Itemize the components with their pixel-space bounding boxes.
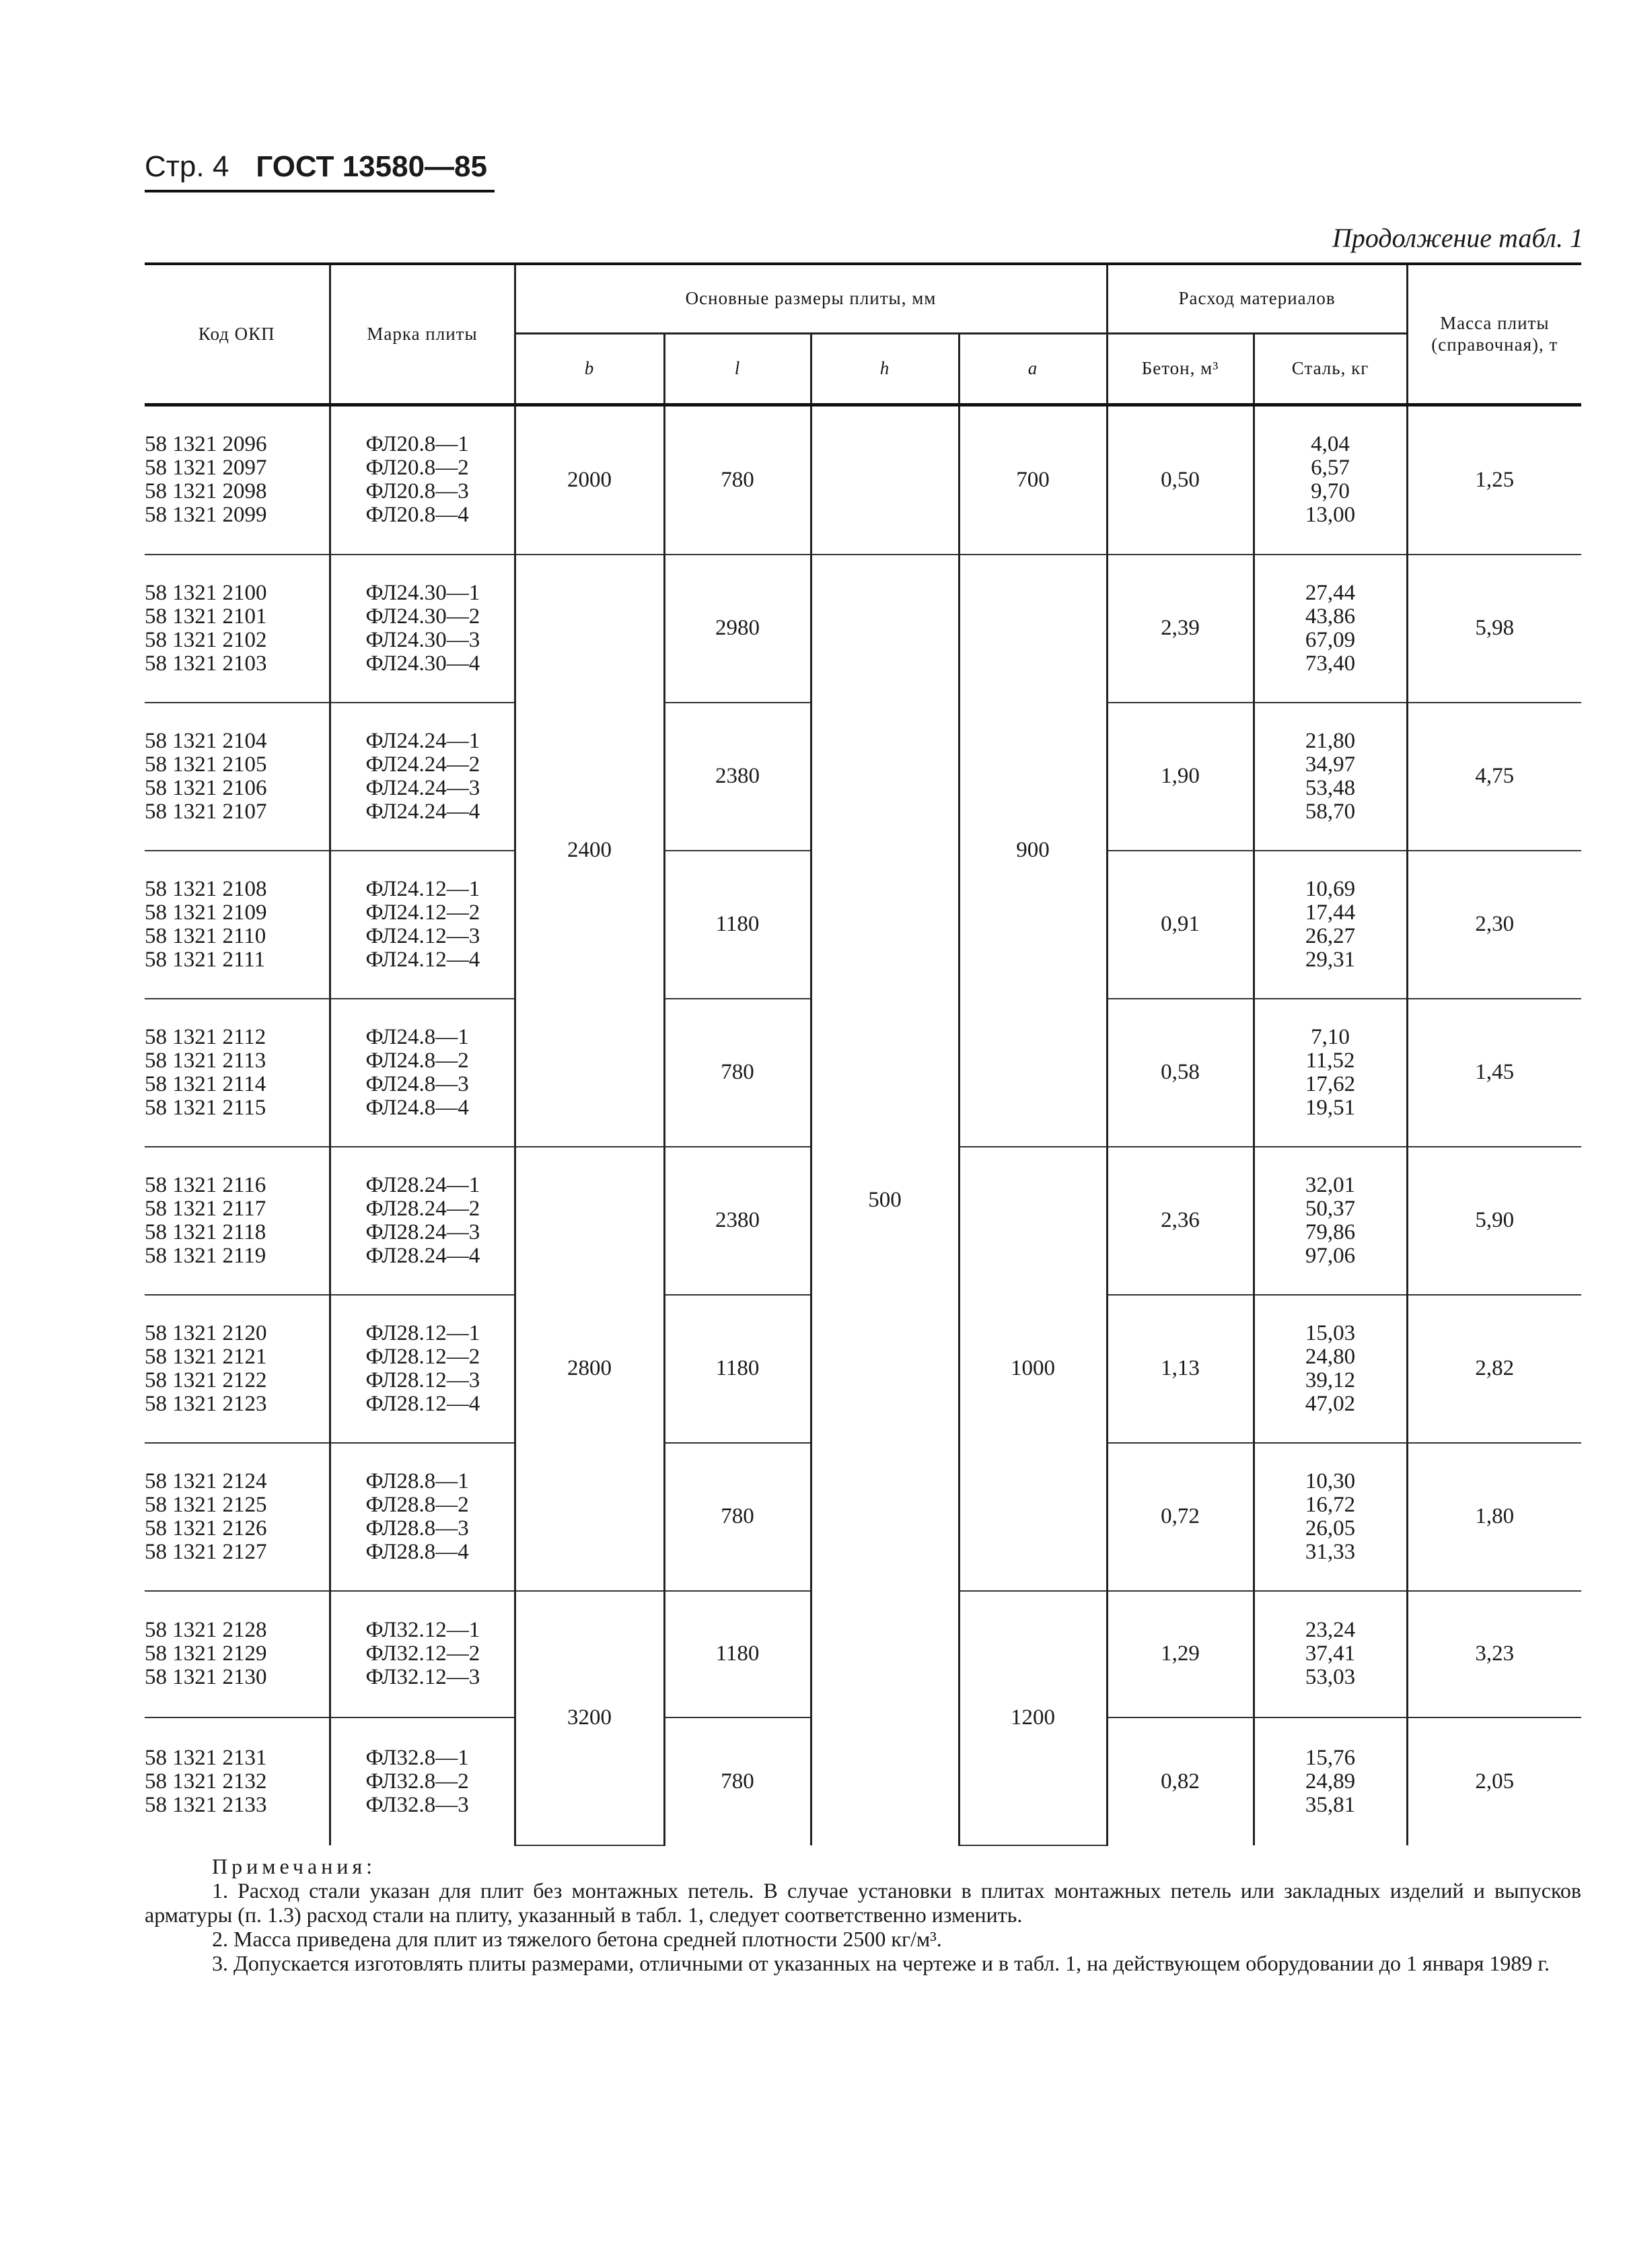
dim-l: 780: [664, 999, 811, 1147]
steel-mass-line: 53,48: [1305, 775, 1356, 800]
plate-mark-line: ФЛ32.12—2: [365, 1641, 480, 1666]
okp-code: [145, 555, 330, 703]
steel-mass-line: 16,72: [1305, 1492, 1356, 1517]
plate-mark-line: ФЛ28.12—1: [365, 1320, 480, 1345]
plate-mark-line: ФЛ24.12—2: [365, 900, 480, 925]
plates-table: [145, 262, 1581, 1846]
steel-mass-line: 31,33: [1305, 1539, 1356, 1564]
okp-code-line: 58 1321 2110: [145, 923, 266, 948]
plate-mark-line: ФЛ28.12—3: [365, 1368, 480, 1392]
okp-code-line: 58 1321 2100: [145, 580, 267, 605]
plate-mark: [330, 703, 515, 851]
okp-code-line: 58 1321 2130: [145, 1665, 267, 1689]
plate-mark-line: ФЛ24.12—1: [365, 876, 480, 901]
col-header-concrete: Бетон, м³: [1107, 334, 1254, 405]
plate-mark-line: ФЛ32.12—1: [365, 1618, 480, 1642]
header-rule: [145, 190, 495, 192]
okp-code-line: 58 1321 2115: [145, 1095, 266, 1120]
okp-code: [145, 405, 330, 555]
steel-mass-line: 79,86: [1305, 1219, 1356, 1244]
okp-code-line: 58 1321 2109: [145, 900, 267, 925]
steel-mass: [1254, 1147, 1407, 1295]
steel-mass-line: 58,70: [1305, 799, 1356, 824]
dim-a: 1200: [959, 1591, 1107, 1845]
okp-code-line: 58 1321 2106: [145, 775, 267, 800]
steel-mass-line: 26,27: [1305, 923, 1356, 948]
plate-mark-line: ФЛ28.24—1: [365, 1172, 480, 1197]
okp-code-line: 58 1321 2118: [145, 1219, 266, 1244]
okp-code-line: 58 1321 2104: [145, 728, 267, 753]
okp-code: [145, 1147, 330, 1295]
plate-mark-line: ФЛ28.8—3: [365, 1516, 469, 1540]
okp-code: [145, 1295, 330, 1443]
okp-code: [145, 703, 330, 851]
steel-mass: [1254, 555, 1407, 703]
steel-mass: [1254, 851, 1407, 999]
steel-mass-line: 50,37: [1305, 1196, 1356, 1221]
dim-b: 2400: [515, 555, 664, 1147]
steel-mass-line: 29,31: [1305, 947, 1356, 972]
table-continuation-label: Продолжение табл. 1: [1332, 223, 1583, 253]
plate-mass: 2,05: [1407, 1717, 1581, 1845]
plate-mark-line: ФЛ28.24—2: [365, 1196, 480, 1221]
plate-mark-line: ФЛ28.24—4: [365, 1243, 480, 1268]
okp-code-line: 58 1321 2096: [145, 432, 267, 457]
concrete-volume: 0,58: [1107, 999, 1254, 1147]
okp-code-line: 58 1321 2131: [145, 1745, 267, 1770]
steel-mass: [1254, 703, 1407, 851]
steel-mass-line: 26,05: [1305, 1516, 1356, 1540]
plate-mark-line: ФЛ28.8—4: [365, 1539, 469, 1564]
plate-mass: 2,82: [1407, 1295, 1581, 1443]
okp-code-line: 58 1321 2098: [145, 479, 267, 504]
dim-a: 1000: [959, 1147, 1107, 1591]
col-header-steel: Сталь, кг: [1254, 334, 1407, 405]
okp-code: [145, 851, 330, 999]
steel-mass-line: 73,40: [1305, 651, 1356, 676]
concrete-volume: 1,13: [1107, 1295, 1254, 1443]
table-row: [145, 555, 1581, 703]
dim-l: 2380: [664, 703, 811, 851]
concrete-volume: 1,90: [1107, 703, 1254, 851]
page-number: Стр. 4: [145, 150, 229, 183]
dim-a: 900: [959, 555, 1107, 1147]
okp-code-line: 58 1321 2117: [145, 1196, 266, 1221]
plate-mark-line: ФЛ24.24—1: [365, 728, 480, 753]
table-row: [145, 405, 1581, 555]
dim-l: 2980: [664, 555, 811, 703]
col-header-l: l: [664, 334, 811, 405]
plate-mark: [330, 851, 515, 999]
dim-h: [811, 405, 959, 555]
plate-mass: 1,25: [1407, 405, 1581, 555]
plate-mark-line: ФЛ24.30—1: [365, 580, 480, 605]
steel-mass-line: 11,52: [1305, 1048, 1355, 1073]
steel-mass-line: 34,97: [1305, 752, 1356, 777]
plate-mark-line: ФЛ24.30—2: [365, 604, 480, 629]
steel-mass-line: 47,02: [1305, 1391, 1356, 1416]
okp-code-line: 58 1321 2116: [145, 1172, 266, 1197]
plate-mark-line: ФЛ32.12—3: [365, 1665, 480, 1689]
steel-mass-line: 21,80: [1305, 728, 1356, 753]
plate-mark-line: ФЛ28.12—2: [365, 1344, 480, 1369]
dim-b: 2800: [515, 1147, 664, 1591]
steel-mass-line: 37,41: [1305, 1641, 1356, 1666]
steel-mass-line: 10,30: [1305, 1468, 1356, 1493]
note-1: 1. Расход стали указан для плит без монтажных петель. В случае установки в плитах монтажных петель или закладных изделий и выпусков арматуры (п. 1.3) расход стали на плиту, указанный в табл. 1, следует соответственно изменить.: [145, 1878, 1581, 1927]
okp-code-line: 58 1321 2114: [145, 1071, 266, 1096]
okp-code-line: 58 1321 2099: [145, 503, 267, 528]
plate-mark: [330, 405, 515, 555]
plate-mark-line: ФЛ28.8—2: [365, 1492, 469, 1517]
dim-l: 2380: [664, 1147, 811, 1295]
notes-title: Примечания:: [212, 1854, 377, 1878]
concrete-volume: 2,39: [1107, 555, 1254, 703]
plate-mark-line: ФЛ32.8—3: [365, 1792, 469, 1817]
steel-mass-line: 7,10: [1311, 1024, 1350, 1049]
plate-mark: [330, 1147, 515, 1295]
plate-mark: [330, 1443, 515, 1591]
steel-mass: [1254, 1591, 1407, 1717]
plate-mark-line: ФЛ24.8—2: [365, 1048, 469, 1073]
plate-mark: [330, 555, 515, 703]
steel-mass-line: 53,03: [1305, 1665, 1356, 1689]
col-header-materials: Расход материалов: [1107, 264, 1407, 334]
steel-mass-line: 15,03: [1305, 1320, 1356, 1345]
steel-mass: [1254, 1295, 1407, 1443]
plate-mass: 1,80: [1407, 1443, 1581, 1591]
steel-mass-line: 24,89: [1305, 1769, 1356, 1794]
plate-mark-line: ФЛ24.24—2: [365, 752, 480, 777]
plate-mark-line: ФЛ20.8—1: [365, 432, 469, 457]
plate-mark: [330, 999, 515, 1147]
steel-mass-line: 23,24: [1305, 1618, 1356, 1642]
plate-mark: [330, 1591, 515, 1717]
plate-mark-line: ФЛ20.8—3: [365, 479, 469, 504]
plate-mark-line: ФЛ24.8—1: [365, 1024, 469, 1049]
steel-mass-line: 67,09: [1305, 627, 1356, 652]
concrete-volume: 0,91: [1107, 851, 1254, 999]
steel-mass-line: 17,62: [1305, 1071, 1356, 1096]
steel-mass-line: 4,04: [1311, 432, 1350, 457]
dim-l: 1180: [664, 851, 811, 999]
okp-code: [145, 1591, 330, 1717]
plate-mark-line: ФЛ28.24—3: [365, 1219, 480, 1244]
plate-mark-line: ФЛ24.24—4: [365, 799, 480, 824]
plate-mark-line: ФЛ24.12—4: [365, 947, 480, 972]
okp-code-line: 58 1321 2127: [145, 1539, 267, 1564]
okp-code-line: 58 1321 2133: [145, 1792, 267, 1817]
steel-mass-line: 32,01: [1305, 1172, 1356, 1197]
plate-mark-line: ФЛ24.8—4: [365, 1095, 469, 1120]
col-header-code: Код ОКП: [145, 264, 330, 405]
plate-mass: 3,23: [1407, 1591, 1581, 1717]
okp-code-line: 58 1321 2125: [145, 1492, 267, 1517]
okp-code-line: 58 1321 2113: [145, 1048, 266, 1073]
standard-designation: ГОСТ 13580—85: [256, 150, 487, 183]
steel-mass-line: 27,44: [1305, 580, 1356, 605]
col-header-mark: Марка плиты: [330, 264, 515, 405]
concrete-volume: 0,82: [1107, 1717, 1254, 1845]
okp-code-line: 58 1321 2129: [145, 1641, 267, 1666]
steel-mass-line: 17,44: [1305, 900, 1356, 925]
col-header-h: h: [811, 334, 959, 405]
notes-section: [145, 1854, 1581, 1975]
plate-mark-line: ФЛ20.8—4: [365, 503, 469, 528]
plate-mark-line: ФЛ24.30—4: [365, 651, 480, 676]
steel-mass-line: 24,80: [1305, 1344, 1356, 1369]
plate-mark-line: ФЛ24.24—3: [365, 775, 480, 800]
concrete-volume: 0,50: [1107, 405, 1254, 555]
plate-mark-line: ФЛ24.12—3: [365, 923, 480, 948]
table-body: [145, 405, 1581, 1845]
steel-mass-line: 19,51: [1305, 1095, 1356, 1120]
okp-code-line: 58 1321 2111: [145, 947, 266, 972]
plate-mark-line: ФЛ28.8—1: [365, 1468, 469, 1493]
plate-mark-line: ФЛ32.8—1: [365, 1745, 469, 1770]
okp-code-line: 58 1321 2122: [145, 1368, 267, 1392]
plate-mark-line: ФЛ24.30—3: [365, 627, 480, 652]
steel-mass: [1254, 999, 1407, 1147]
steel-mass-line: 43,86: [1305, 604, 1356, 629]
plate-mass: 5,90: [1407, 1147, 1581, 1295]
concrete-volume: 2,36: [1107, 1147, 1254, 1295]
note-2: 2. Масса приведена для плит из тяжелого бетона средней плотности 2500 кг/м³.: [212, 1927, 942, 1951]
okp-code-line: 58 1321 2121: [145, 1344, 267, 1369]
okp-code-line: 58 1321 2126: [145, 1516, 267, 1540]
steel-mass-line: 6,57: [1311, 456, 1350, 481]
dim-l: 1180: [664, 1295, 811, 1443]
okp-code-line: 58 1321 2120: [145, 1320, 267, 1345]
okp-code-line: 58 1321 2124: [145, 1468, 267, 1493]
dim-l: 780: [664, 405, 811, 555]
okp-code-line: 58 1321 2108: [145, 876, 267, 901]
page-header: [145, 149, 487, 184]
plate-mark: [330, 1295, 515, 1443]
plate-mass: 4,75: [1407, 703, 1581, 851]
dim-l: 780: [664, 1717, 811, 1845]
okp-code: [145, 1443, 330, 1591]
plate-mass: 5,98: [1407, 555, 1581, 703]
plate-mass: 1,45: [1407, 999, 1581, 1147]
col-header-b: b: [515, 334, 664, 405]
concrete-volume: 0,72: [1107, 1443, 1254, 1591]
plate-mark: [330, 1717, 515, 1845]
dim-b: 2000: [515, 405, 664, 555]
okp-code-line: 58 1321 2097: [145, 456, 267, 481]
plate-mark-line: ФЛ20.8—2: [365, 456, 469, 481]
steel-mass: [1254, 1717, 1407, 1845]
dim-b: 3200: [515, 1591, 664, 1845]
plate-mass: 2,30: [1407, 851, 1581, 999]
col-header-dimensions: Основные размеры плиты, мм: [515, 264, 1107, 334]
dim-a: 700: [959, 405, 1107, 555]
okp-code: [145, 1717, 330, 1845]
okp-code-line: 58 1321 2103: [145, 651, 267, 676]
steel-mass: [1254, 1443, 1407, 1591]
col-header-mass: Масса плиты (справочная), т: [1407, 264, 1581, 405]
okp-code-line: 58 1321 2123: [145, 1391, 267, 1416]
okp-code-line: 58 1321 2101: [145, 604, 267, 629]
steel-mass: [1254, 405, 1407, 555]
okp-code-line: 58 1321 2119: [145, 1243, 266, 1268]
okp-code-line: 58 1321 2112: [145, 1024, 266, 1049]
okp-code-line: 58 1321 2105: [145, 752, 267, 777]
steel-mass-line: 10,69: [1305, 876, 1356, 901]
steel-mass-line: 9,70: [1311, 479, 1350, 504]
steel-mass-line: 39,12: [1305, 1368, 1356, 1392]
dim-l: 780: [664, 1443, 811, 1591]
dim-h: 500: [811, 555, 959, 1845]
okp-code-line: 58 1321 2107: [145, 799, 267, 824]
plate-mark-line: ФЛ24.8—3: [365, 1071, 469, 1096]
plate-mark-line: ФЛ28.12—4: [365, 1391, 480, 1416]
note-3: 3. Допускается изготовлять плиты размерами, отличными от указанных на чертеже и в табл. 1, на действующем оборудовании до 1 января 1989 г.: [212, 1951, 1550, 1975]
okp-code: [145, 999, 330, 1147]
steel-mass-line: 15,76: [1305, 1745, 1356, 1770]
steel-mass-line: 97,06: [1305, 1243, 1356, 1268]
plate-mark-line: ФЛ32.8—2: [365, 1769, 469, 1794]
dim-l: 1180: [664, 1591, 811, 1717]
concrete-volume: 1,29: [1107, 1591, 1254, 1717]
col-header-a: a: [959, 334, 1107, 405]
okp-code-line: 58 1321 2102: [145, 627, 267, 652]
okp-code-line: 58 1321 2128: [145, 1618, 267, 1642]
okp-code-line: 58 1321 2132: [145, 1769, 267, 1794]
steel-mass-line: 13,00: [1305, 503, 1356, 528]
steel-mass-line: 35,81: [1305, 1792, 1356, 1817]
